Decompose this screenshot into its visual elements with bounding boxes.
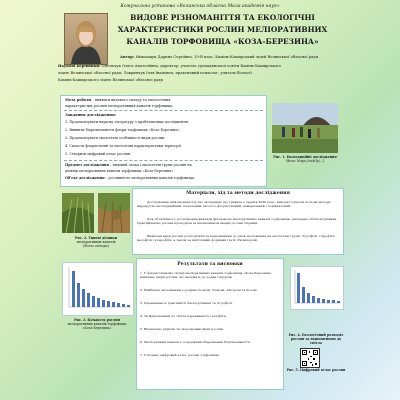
figure-2-caption-line-1: Рис. 2. Типові ділянки (74, 236, 118, 240)
goal-text-1: – виявити видового складу та екологічних (92, 98, 171, 102)
expedition-photo (272, 103, 338, 153)
result-item: 3. Переважають трав'янисті багаторічники та гігрофіти. (140, 301, 233, 305)
figure-5-caption: Рис. 5. Цифровий атлас рослин (286, 368, 346, 372)
author-photo (64, 13, 108, 65)
figure-2-caption (60, 236, 132, 248)
result-item: 4. За відношенням до світла переважають геліофіти. (140, 314, 227, 318)
methods-paragraph-2: Для об'єктивного дослідження вивчали фітоценози меліоративних каналів торфовища, закладено облікові ділянки. Ідентифікацію рослин проводили за визначником вищих рослин України. (137, 217, 338, 226)
figure-3-caption-line-2: меліоративних каналів торфовища (67, 322, 127, 326)
figure-2-caption-line-3: (Фото автора) (83, 244, 109, 248)
result-item: 6. Меліоративні канали є осередками збереження біорізноманіття. (140, 340, 251, 344)
institution-name: Комунальна установа «Волинська обласна Мала академія наук» (120, 4, 280, 9)
task-item: 3. Проаналізувати екологічні особливості видів рослин. (65, 136, 166, 140)
author-text: Миклащук Дарина Сергіївна, 10-В клас, Камінь-Каширський ліцей Волинської обласної ради (135, 55, 319, 59)
figure-4-chart (290, 266, 344, 310)
supervisors-text-1: Омельчук Ольга Анатоліївна, директор, учитель громадянської освіти Камінь-Каширського (101, 64, 282, 68)
figure-3-caption-line-1: Рис. 3. Кількість рослин (74, 318, 120, 322)
methods-title: Матеріали, хід та методи дослідження (186, 191, 290, 196)
figure-3-chart (62, 262, 134, 316)
supervisors-line-3: Камінь-Каширського ліцею Волинської обласної ради (58, 78, 163, 82)
task-item: 2. Виявити біорізноманіття флори торфовища «Коза-Березина». (65, 128, 181, 132)
task-item: 4. Скласти флористичні та екологічні характеристики території. (65, 144, 182, 148)
figure-3-caption-line-3: «Коза-Березина» (82, 326, 112, 330)
goal-divider (64, 110, 263, 111)
figure-2-caption-line-2: меліоративних каналів (76, 240, 116, 244)
task-item: 5. Створити цифровий атлас рослин. (65, 152, 132, 156)
canal-photo-2 (98, 193, 130, 233)
supervisors-line-1 (58, 64, 281, 68)
methods-paragraph-3: Виявлені види рослин розподіляли за відношенням до умов зволоження на екологічні групи: гігрофіти, гідрофіти, мезофіти і ксерофіти; а також за життєвими формами (за К. Раункієром). (137, 234, 336, 243)
figure-1-caption (266, 155, 344, 163)
results-title: Результати та висновки (177, 262, 243, 267)
supervisors-label: Наукові керівники: (58, 64, 101, 68)
figure-4-caption-line-2: рослин за відношенням до світла (290, 337, 342, 345)
result-item: 7. Створено цифровий атлас рослин торфовища. (140, 353, 220, 357)
author-line (120, 55, 318, 59)
figure-1-caption-line-2: (Фото: https://cutt.ly/...) (285, 159, 325, 163)
figure-3-caption (58, 318, 136, 330)
methods-paragraph-1: Дослідження здійснювали під час експедиції, що тривала з серпня 2020 року, використовуючи польові методи: маршрутно-експедиційний, візуальний, еколого-флористичний, камеральний і порівняльний. (137, 200, 332, 209)
object-line (65, 177, 195, 181)
title-line-2: ХАРАКТЕРИСТИКИ РОСЛИН МЕЛІОРАТИВНИХ (117, 25, 328, 34)
subject-label: Предмет дослідження (65, 163, 109, 167)
goal-label: Мета роботи (65, 98, 91, 102)
subject-text-1: – видовий склад і екологічні групи рослин на (110, 163, 192, 167)
goal-line-2: характеристик рослин меліоративних каналів торфовища. (65, 104, 174, 108)
result-item: 5. Визначено рідкісні та охоронювані види рослин. (140, 327, 224, 331)
goal-line-1 (65, 98, 170, 102)
subject-line-1 (65, 164, 192, 168)
subject-line-2: ділянці меліоративних каналів торфовища «Коза-Березина». (65, 169, 175, 173)
title-line-3: КАНАЛІВ ТОРФОВИЩА «КОЗА-БЕРЕЗИНА» (126, 37, 319, 46)
object-label: Об'єкт дослідження (65, 176, 105, 180)
result-item: 2. Найбільш чисельними є родини Осокові, Злакові, Айстрові та Розові. (140, 288, 258, 292)
title-line-1: ВИДОВЕ РІЗНОМАНІТТЯ ТА ЕКОЛОГІЧНІ (130, 13, 315, 22)
task-item: 1. Проаналізувати наукову літературу з проблематики дослідження. (65, 120, 189, 124)
figure-1-caption-line-1: Рис. 1. Експедиційні дослідження (273, 155, 337, 159)
author-label: Автор: (120, 55, 135, 59)
figure-4-caption (286, 333, 346, 345)
supervisors-line-2: ліцею Волинської обласної ради; Лавринчук Ілля Іванович, практичний психолог, учитель біології (58, 71, 252, 75)
qr-code[interactable] (300, 348, 320, 368)
tasks-divider (64, 160, 263, 161)
tasks-title: Завдання дослідження: (65, 113, 117, 117)
result-item: 1. У флористичному складі меліоративних каналів торфовища «Коза-Березина» виявлено видів рослин, що належать до родин і відділів. (140, 271, 272, 280)
figure-4-caption-line-1: Рис. 4. Екологічний розподіл (288, 333, 344, 337)
object-text: – рослинність меліоративних каналів торфовища. (105, 176, 195, 180)
canal-photo-1 (62, 193, 94, 233)
